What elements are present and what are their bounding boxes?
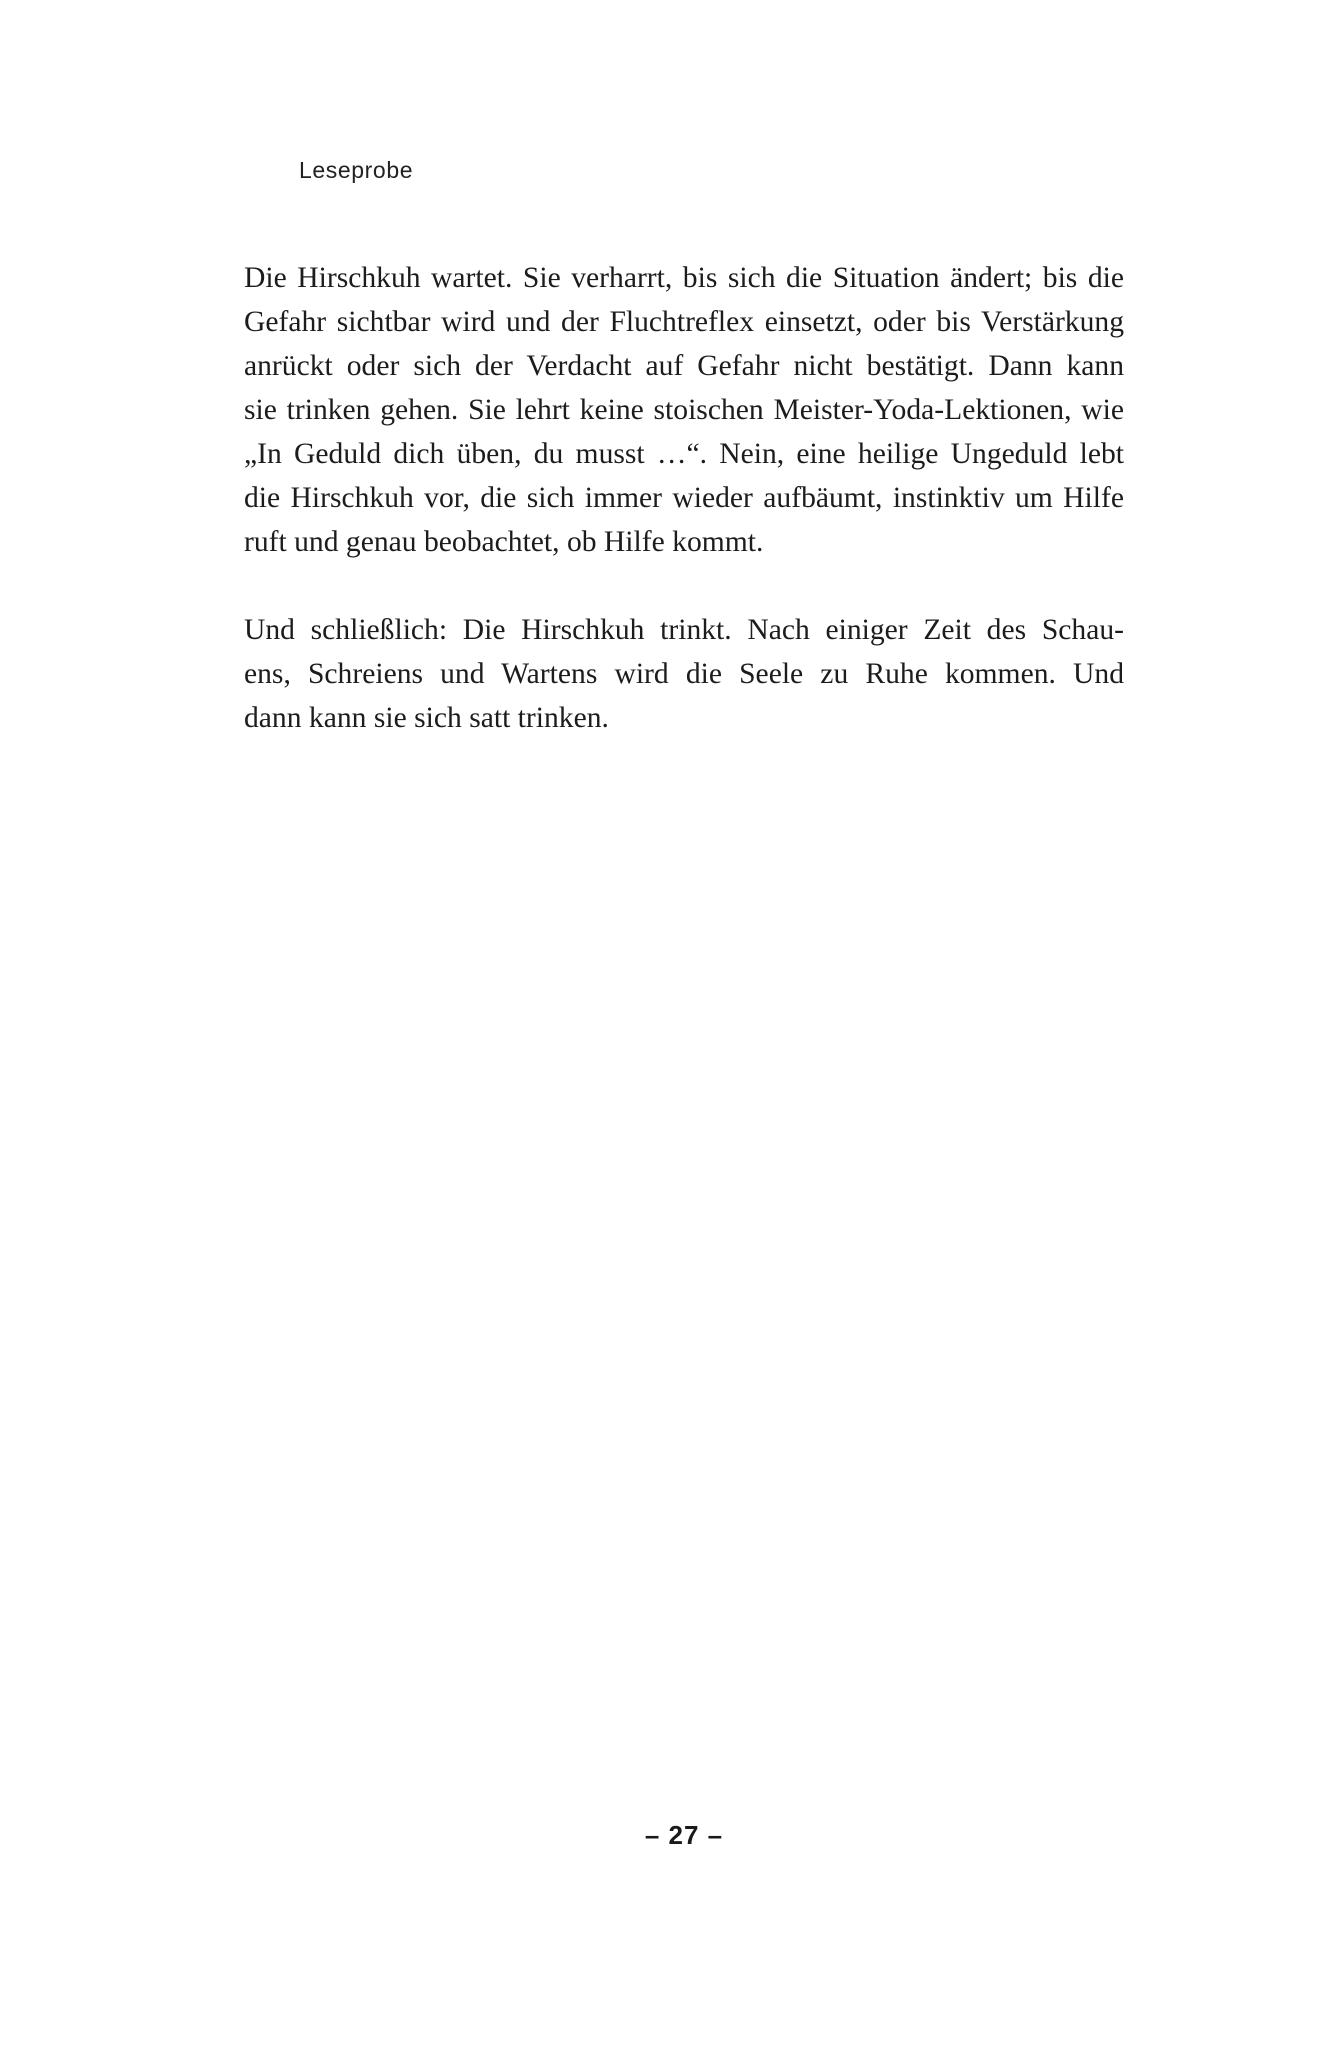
paragraph-line: Und schließlich: Die Hirschkuh trinkt. Nach einiger Zeit des Schau-	[244, 614, 1124, 646]
paragraph-line: ruft und genau beobachtet, ob Hilfe kommt.	[244, 526, 764, 558]
paragraph-line: sie trinken gehen. Sie lehrt keine stoischen Meister-Yoda-Lektionen, wie	[244, 394, 1124, 426]
paragraph-line: „In Geduld dich üben, du musst …“. Nein, eine heilige Ungeduld lebt	[244, 438, 1124, 470]
page-number: – 27 –	[644, 1820, 724, 1850]
paragraph-line: ens, Schreiens und Wartens wird die Seele zu Ruhe kommen. Und	[244, 658, 1124, 690]
paragraph-line: Gefahr sichtbar wird und der Fluchtreflex einsetzt, oder bis Verstärkung	[244, 306, 1124, 338]
body-text	[244, 256, 1124, 784]
paragraph-line: die Hirschkuh vor, die sich immer wieder aufbäumt, instinktiv um Hilfe	[244, 482, 1124, 514]
paragraph-line: anrückt oder sich der Verdacht auf Gefahr nicht bestätigt. Dann kann	[244, 350, 1124, 382]
paragraph-line: Die Hirschkuh wartet. Sie verharrt, bis sich die Situation ändert; bis die	[244, 262, 1124, 294]
running-header: Leseprobe	[299, 157, 414, 183]
paragraph	[244, 256, 1124, 564]
paragraph	[244, 608, 1124, 740]
paragraph-line: dann kann sie sich satt trinken.	[244, 702, 609, 734]
